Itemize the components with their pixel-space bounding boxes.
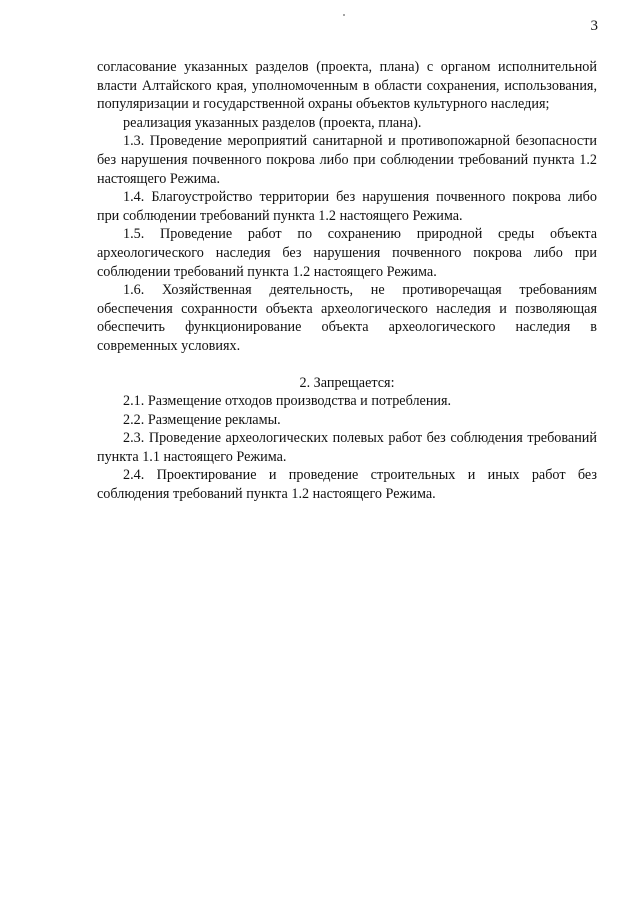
section-2-heading: 2. Запрещается: — [299, 374, 395, 391]
paragraph-2-4: 2.4. Проектирование и проведение строительных и иных работ без соблюдения требований пункта 1.2 настоящего Режима. — [97, 467, 597, 503]
paragraph-2-2: 2.2. Размещение рекламы. — [123, 411, 281, 428]
document-body — [97, 58, 597, 504]
paragraph-approval: согласование указанных разделов (проекта, плана) с органом исполнительной власти Алтайского края, уполномоченным в области сохранения, использования, популяризации и государственной охраны объектов культурного наследия; — [97, 59, 597, 113]
paragraph-1-3: 1.3. Проведение мероприятий санитарной и противопожарной безопасности без нарушения почвенного покрова либо при соблюдении требований пункта 1.2 настоящего Режима. — [97, 133, 597, 187]
page-number: 3 — [590, 18, 598, 34]
paragraph-2-3: 2.3. Проведение археологических полевых работ без соблюдения требований пункта 1.1 настоящего Режима. — [97, 430, 597, 465]
paragraph-implementation: реализация указанных разделов (проекта, плана). — [123, 114, 422, 131]
paragraph-2-1: 2.1. Размещение отходов производства и потребления. — [123, 393, 452, 410]
paragraph-1-6: 1.6. Хозяйственная деятельность, не противоречащая требованиям обеспечения сохранности объекта археологического наследия и позволяющая обеспечить функционирование объекта археологического наследия в современных условиях. — [97, 282, 597, 354]
paragraph-1-4: 1.4. Благоустройство территории без нарушения почвенного покрова либо при соблюдении требований пункта 1.2 настоящего Режима. — [97, 189, 597, 224]
scan-speck — [343, 14, 345, 16]
paragraph-1-5: 1.5. Проведение работ по сохранению природной среды объекта археологического наследия без нарушения почвенного покрова либо при соблюдении требований пункта 1.2 настоящего Режима. — [97, 226, 597, 280]
